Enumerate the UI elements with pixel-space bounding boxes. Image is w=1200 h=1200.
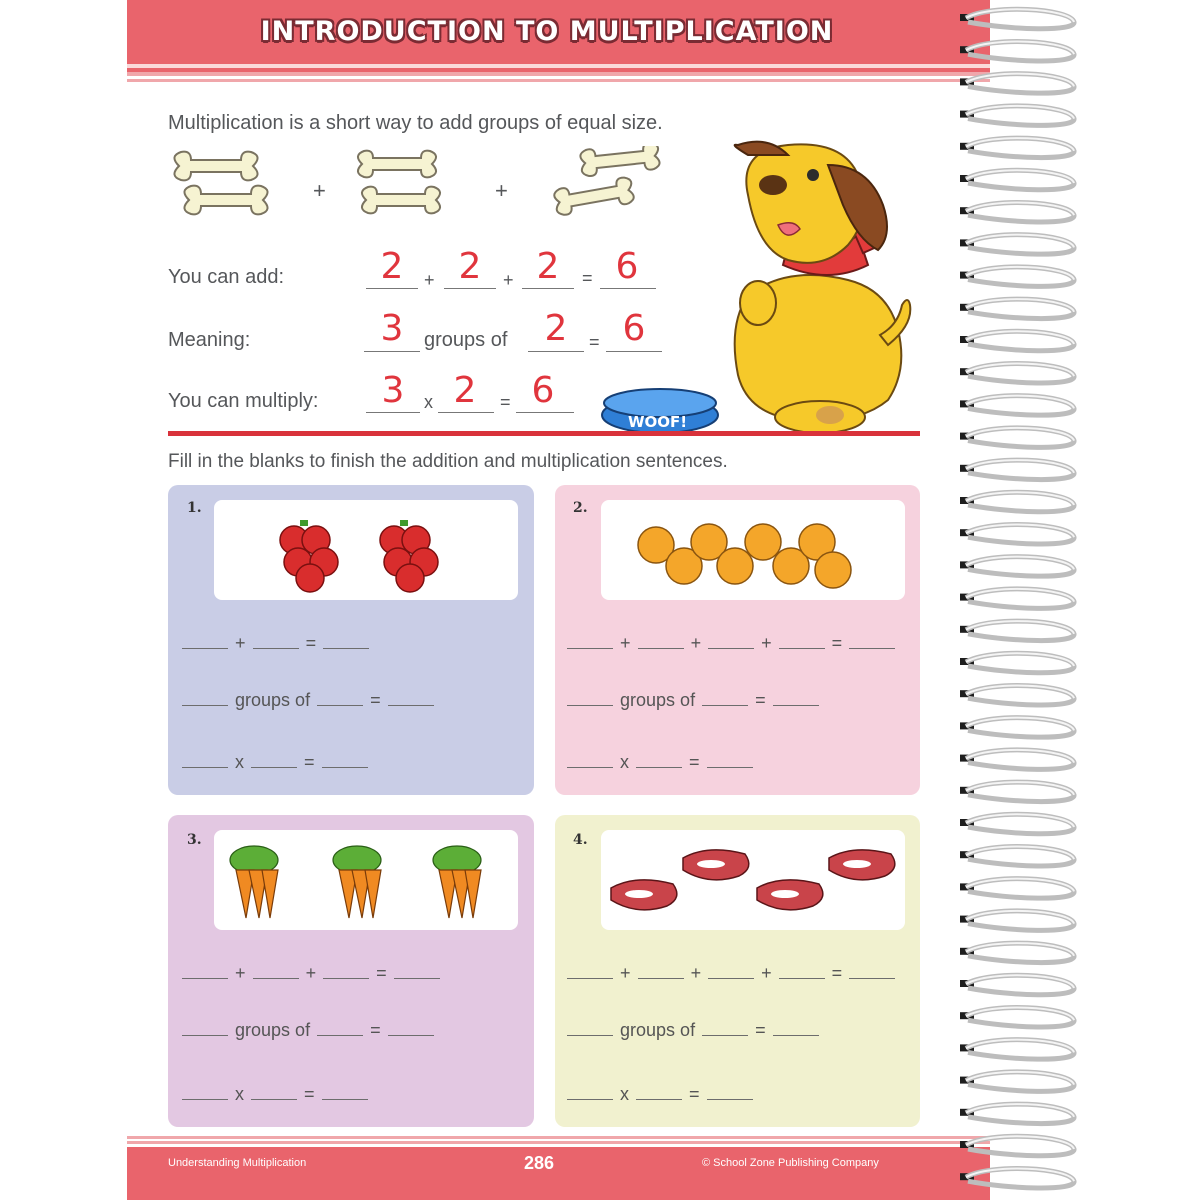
equals-sign: = bbox=[376, 963, 387, 983]
plus-sign: + bbox=[690, 633, 702, 653]
answer-blank[interactable] bbox=[707, 754, 753, 768]
groups-sentence bbox=[565, 690, 821, 711]
steak-icon bbox=[601, 830, 905, 930]
addition-sentence bbox=[565, 633, 897, 654]
handwritten-answer: 2 bbox=[536, 246, 560, 287]
exercise-number: 4. bbox=[573, 832, 588, 848]
bone-icon bbox=[352, 148, 452, 228]
answer-blank[interactable] bbox=[702, 1022, 748, 1036]
plus-sign: + bbox=[620, 633, 631, 653]
handwritten-answer: 3 bbox=[380, 308, 404, 349]
addition-sentence bbox=[180, 633, 371, 654]
equals-sign: = bbox=[370, 1020, 381, 1040]
handwritten-answer: 6 bbox=[531, 370, 555, 411]
page-number: 286 bbox=[524, 1153, 555, 1173]
equals-sign: = bbox=[370, 690, 381, 710]
times-sign: x bbox=[620, 752, 630, 772]
footer-stripe bbox=[127, 1141, 990, 1144]
answer-line bbox=[522, 288, 574, 289]
handwritten-answer: 2 bbox=[544, 308, 568, 349]
groups-of-text: groups of bbox=[620, 690, 696, 710]
plus-sign: + bbox=[313, 178, 326, 203]
spiral-binding bbox=[950, 0, 1090, 1200]
answer-line bbox=[366, 412, 420, 413]
addition-sentence bbox=[565, 963, 897, 984]
times-sign: x bbox=[424, 392, 433, 412]
answer-blank[interactable] bbox=[251, 1086, 297, 1100]
answer-blank[interactable] bbox=[317, 692, 363, 706]
equals-sign: = bbox=[755, 1020, 766, 1040]
plus-sign: + bbox=[620, 963, 631, 983]
answer-blank[interactable] bbox=[567, 692, 613, 706]
answer-blank[interactable] bbox=[182, 754, 228, 768]
answer-blank[interactable] bbox=[182, 1086, 228, 1100]
header-stripe bbox=[127, 79, 990, 82]
intro-text: Multiplication is a short way to add groups of equal size. bbox=[168, 112, 663, 134]
picture-box bbox=[214, 830, 518, 930]
multiplication-sentence bbox=[180, 752, 370, 773]
answer-blank[interactable] bbox=[251, 754, 297, 768]
equals-sign: = bbox=[589, 332, 600, 352]
handwritten-answer: 2 bbox=[380, 246, 404, 287]
dog-illustration bbox=[598, 135, 928, 440]
multiply-label: You can multiply: bbox=[168, 390, 319, 412]
equals-sign: = bbox=[831, 963, 843, 983]
section-divider bbox=[168, 431, 920, 436]
groups-sentence bbox=[180, 690, 436, 711]
exercise-number: 3. bbox=[187, 832, 202, 848]
times-sign: x bbox=[235, 1084, 245, 1104]
exercise-number: 2. bbox=[573, 500, 588, 516]
answer-blank[interactable] bbox=[388, 692, 434, 706]
exercise-card-1 bbox=[168, 485, 534, 795]
handwritten-answer: 6 bbox=[622, 308, 646, 349]
answer-blank[interactable] bbox=[849, 965, 895, 979]
answer-blank[interactable] bbox=[567, 635, 613, 649]
answer-blank[interactable] bbox=[567, 965, 613, 979]
plus-sign: + bbox=[503, 270, 514, 290]
answer-blank[interactable] bbox=[394, 965, 440, 979]
handwritten-answer: 6 bbox=[615, 246, 639, 287]
plus-sign: + bbox=[761, 633, 772, 653]
exercise-card-3 bbox=[168, 815, 534, 1127]
groups-of-text: groups of bbox=[235, 1020, 311, 1040]
groups-sentence bbox=[180, 1020, 436, 1041]
exercise-number: 1. bbox=[187, 500, 202, 516]
answer-line bbox=[366, 288, 418, 289]
dog-bowl-icon bbox=[602, 389, 718, 433]
answer-line bbox=[438, 412, 494, 413]
multiplication-sentence bbox=[180, 1084, 370, 1105]
answer-blank[interactable] bbox=[567, 1022, 613, 1036]
answer-blank[interactable] bbox=[773, 692, 819, 706]
times-sign: x bbox=[620, 1084, 630, 1104]
answer-blank[interactable] bbox=[322, 754, 368, 768]
answer-blank[interactable] bbox=[849, 635, 895, 649]
equals-sign: = bbox=[304, 1084, 315, 1104]
picture-box bbox=[601, 830, 905, 930]
header-stripe bbox=[127, 72, 990, 76]
footer-copyright: © School Zone Publishing Company bbox=[702, 1157, 879, 1169]
equals-sign: = bbox=[304, 752, 315, 772]
equals-sign: = bbox=[689, 1084, 700, 1104]
multiplication-sentence bbox=[565, 752, 755, 773]
answer-blank[interactable] bbox=[253, 965, 299, 979]
plus-sign: + bbox=[235, 633, 246, 653]
answer-blank[interactable] bbox=[702, 692, 748, 706]
answer-line bbox=[364, 351, 420, 352]
add-label: You can add: bbox=[168, 266, 285, 288]
plus-sign: + bbox=[235, 963, 246, 983]
plus-sign: + bbox=[305, 963, 317, 983]
instructions-text: Fill in the blanks to finish the addition and multiplication sentences. bbox=[168, 451, 728, 472]
groups-sentence bbox=[565, 1020, 821, 1041]
groups-of-text: groups of bbox=[620, 1020, 696, 1040]
answer-blank[interactable] bbox=[567, 1086, 613, 1100]
answer-blank[interactable] bbox=[779, 635, 825, 649]
answer-blank[interactable] bbox=[638, 635, 684, 649]
answer-blank[interactable] bbox=[636, 754, 682, 768]
bone-icon bbox=[165, 148, 280, 228]
multiplication-sentence bbox=[565, 1084, 755, 1105]
times-sign: x bbox=[235, 752, 245, 772]
footer-bar bbox=[127, 1147, 990, 1200]
answer-line bbox=[516, 412, 574, 413]
footer-stripe bbox=[127, 1136, 990, 1139]
addition-sentence bbox=[180, 963, 442, 984]
answer-blank[interactable] bbox=[317, 1022, 363, 1036]
handwritten-answer: 2 bbox=[453, 370, 477, 411]
equals-sign: = bbox=[305, 633, 317, 653]
picture-box bbox=[601, 500, 905, 600]
carrot-icon bbox=[214, 830, 518, 930]
answer-line bbox=[528, 351, 584, 352]
equals-sign: = bbox=[755, 690, 766, 710]
answer-blank[interactable] bbox=[638, 965, 684, 979]
exercise-card-4 bbox=[555, 815, 920, 1127]
equals-sign: = bbox=[582, 268, 593, 288]
answer-blank[interactable] bbox=[182, 692, 228, 706]
picture-box bbox=[214, 500, 518, 600]
answer-blank[interactable] bbox=[567, 754, 613, 768]
meaning-label: Meaning: bbox=[168, 329, 251, 351]
answer-blank[interactable] bbox=[707, 1086, 753, 1100]
plus-sign: + bbox=[495, 178, 508, 203]
answer-blank[interactable] bbox=[388, 1022, 434, 1036]
equals-sign: = bbox=[831, 633, 843, 653]
plus-sign: + bbox=[424, 270, 435, 290]
plus-sign: + bbox=[690, 963, 702, 983]
groups-of-text: groups of bbox=[235, 690, 311, 710]
groups-of-text: groups of bbox=[424, 329, 508, 351]
orange-icon bbox=[601, 500, 905, 600]
strawberry-icon bbox=[214, 500, 518, 600]
equals-sign: = bbox=[689, 752, 700, 772]
answer-blank[interactable] bbox=[636, 1086, 682, 1100]
answer-blank[interactable] bbox=[708, 635, 754, 649]
answer-blank[interactable] bbox=[322, 1086, 368, 1100]
bowl-text: WOOF! bbox=[628, 413, 688, 431]
page-title: INTRODUCTION TO MULTIPLICATION bbox=[260, 16, 834, 47]
answer-line bbox=[444, 288, 496, 289]
answer-blank[interactable] bbox=[323, 635, 369, 649]
handwritten-answer: 2 bbox=[458, 246, 482, 287]
answer-blank[interactable] bbox=[182, 1022, 228, 1036]
answer-blank[interactable] bbox=[708, 965, 754, 979]
footer-book-title: Understanding Multiplication bbox=[168, 1157, 307, 1169]
answer-blank[interactable] bbox=[182, 635, 228, 649]
exercise-card-2 bbox=[555, 485, 920, 795]
plus-sign: + bbox=[761, 963, 772, 983]
handwritten-answer: 3 bbox=[381, 370, 405, 411]
answer-blank[interactable] bbox=[253, 635, 299, 649]
answer-blank[interactable] bbox=[323, 965, 369, 979]
answer-blank[interactable] bbox=[182, 965, 228, 979]
answer-blank[interactable] bbox=[773, 1022, 819, 1036]
answer-blank[interactable] bbox=[779, 965, 825, 979]
equals-sign: = bbox=[500, 392, 511, 412]
header-stripe bbox=[127, 64, 990, 68]
